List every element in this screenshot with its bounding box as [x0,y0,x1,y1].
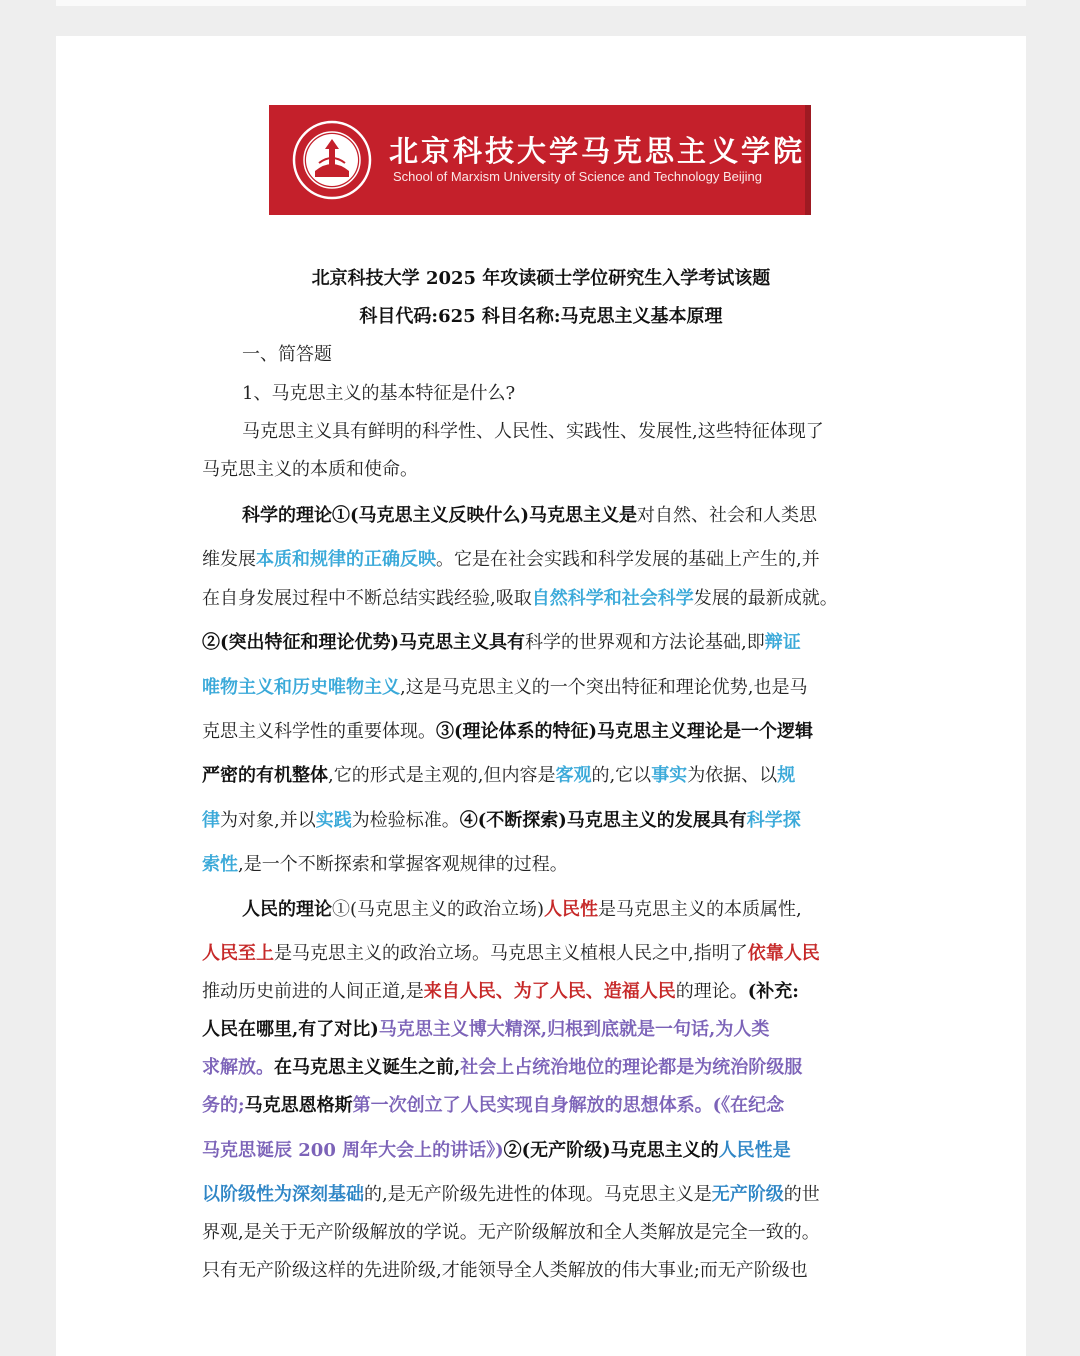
text-run: 。它是在社会实践和科学发展的基础上产生的,并 [436,549,820,570]
highlight-run: 实践 [315,810,352,831]
text-run: 的世 [783,1184,820,1205]
p2-line-9: 界观,是关于无产阶级解放的学说。无产阶级解放和全人类解放是完全一致的。 [202,1222,820,1243]
highlight-run: 唯物主义和历史唯物主义 [202,677,400,698]
highlight-run: 马克思诞辰 200 周年大会上的讲话》) [202,1140,504,1161]
text-run: 科学的理论①(马克思主义反映什么)马克思主义是 [242,505,638,526]
text-run: 的理论。 [675,981,748,1002]
text-run: 的,是无产阶级先进性的体现。马克思主义是 [364,1184,712,1205]
highlight-run: 规 [777,765,796,786]
p2-line-6 [202,1091,882,1117]
text-run: 是马克思主义的本质属性, [598,899,802,920]
p2-line-8 [202,1180,882,1206]
highlight-run: 律 [202,810,220,831]
text-run: 为对象,并以 [220,810,316,831]
text-run: ③(理论体系的特征)马克思主义理论是一个逻辑 [436,721,814,742]
text-run: ①(马克思主义的政治立场) [332,899,545,920]
text-run: 发展的最新成就。 [693,588,838,609]
highlight-run: 社会上占统治地位的理论都是为统治阶级服 [460,1057,803,1078]
text-run: 对自然、社会和人类思 [637,505,818,526]
p1-line-1 [242,501,882,527]
text-run: 为检验标准。 [351,810,460,831]
p2-line-1 [242,895,882,921]
exam-title: 北京科技大学 2025 年攻读硕士学位研究生入学考试该题 [311,268,771,289]
highlight-run: 科学探 [746,810,801,831]
p2-line-5 [202,1053,882,1079]
highlight-run: (《在纪念 [712,1095,785,1116]
text-run: 科学的世界观和方法论基础,即 [525,632,765,653]
p1-line-8 [202,806,882,832]
highlight-run: 来自人民、为了人民、造福人民 [423,981,676,1002]
text-run: 是马克思主义的政治立场。马克思主义植根人民之中,指明了 [274,943,748,964]
highlight-run: 第一次创立了人民实现自身解放的思想体系。 [352,1095,713,1116]
document-page [56,36,1026,1356]
highlight-run: 辩证 [764,632,801,653]
text-run: 严密的有机整体 [202,765,328,786]
p2-line-3 [202,977,882,1003]
banner-english-name: School of Marxism University of Science and Technology Beijing [393,169,762,184]
question-line: 1、马克思主义的基本特征是什么? [242,383,516,404]
text-run: ,这是马克思主义的一个突出特征和理论优势,也是马 [400,677,808,698]
text-run: 的,它以 [591,765,652,786]
p1-line-6 [202,717,882,743]
intro-line-1: 马克思主义具有鲜明的科学性、人民性、实践性、发展性,这些特征体现了 [242,421,824,442]
p2-line-7 [202,1136,882,1162]
p2-line-4 [202,1015,882,1041]
highlight-run: 人民性是 [718,1140,791,1161]
highlight-run: 无产阶级 [711,1184,784,1205]
subject-line: 科目代码:625 科目名称:马克思主义基本原理 [359,306,723,327]
p2-line-10: 只有无产阶级这样的先进阶级,才能领导全人类解放的伟大事业;而无产阶级也 [202,1260,808,1281]
text-run: ④(不断探索)马克思主义的发展具有 [459,810,747,831]
banner-chinese-name: 北京科技大学马克思主义学院 [389,134,806,168]
text-run: 人民在哪里,有了对比) [202,1019,379,1040]
school-seal-icon [289,119,375,201]
banner-edge [805,105,811,215]
highlight-run: 务的; [202,1095,245,1116]
text-run: 在自身发展过程中不断总结实践经验,吸取 [202,588,532,609]
highlight-run: 求解放。 [202,1057,274,1078]
p1-line-4 [202,628,882,654]
highlight-run: 马克思主义博大精深,归根到底就是一句话,为人类 [378,1019,770,1040]
p1-line-5 [202,673,882,699]
highlight-run: 客观 [555,765,592,786]
p1-line-3 [202,584,882,610]
highlight-run: 本质和规律的正确反映 [256,549,436,570]
intro-line-2: 马克思主义的本质和使命。 [202,459,418,480]
text-run: ②(突出特征和理论优势)马克思主义具有 [202,632,526,653]
school-banner [269,105,811,215]
text-run: 推动历史前进的人间正道,是 [202,981,424,1002]
highlight-run: 自然科学和社会科学 [531,588,694,609]
text-run: ,它的形式是主观的,但内容是 [328,765,556,786]
p1-line-2 [202,545,882,571]
highlight-run: 人民性 [544,899,599,920]
text-run: ,是一个不断探索和掌握客观规律的过程。 [238,854,568,875]
p1-line-9 [202,850,882,876]
text-run: (补充: [747,981,799,1002]
highlight-run: 索性 [202,854,238,875]
text-run: 维发展 [202,549,256,570]
highlight-run: 以阶级性为深刻基础 [202,1184,364,1205]
text-run: 马克思恩格斯 [244,1095,353,1116]
text-run: 人民的理论 [242,899,332,920]
highlight-run: 人民至上 [202,943,274,964]
highlight-run: 事实 [651,765,688,786]
section-heading: 一、简答题 [242,344,332,365]
text-run: 克思主义科学性的重要体现。 [202,721,436,742]
text-run: 在马克思主义诞生之前, [274,1057,461,1078]
text-run: ②(无产阶级)马克思主义的 [503,1140,719,1161]
top-strip [56,0,1026,6]
p1-line-7 [202,761,882,787]
p2-line-2 [202,939,882,965]
text-run: 为依据、以 [687,765,778,786]
highlight-run: 依靠人民 [747,943,820,964]
